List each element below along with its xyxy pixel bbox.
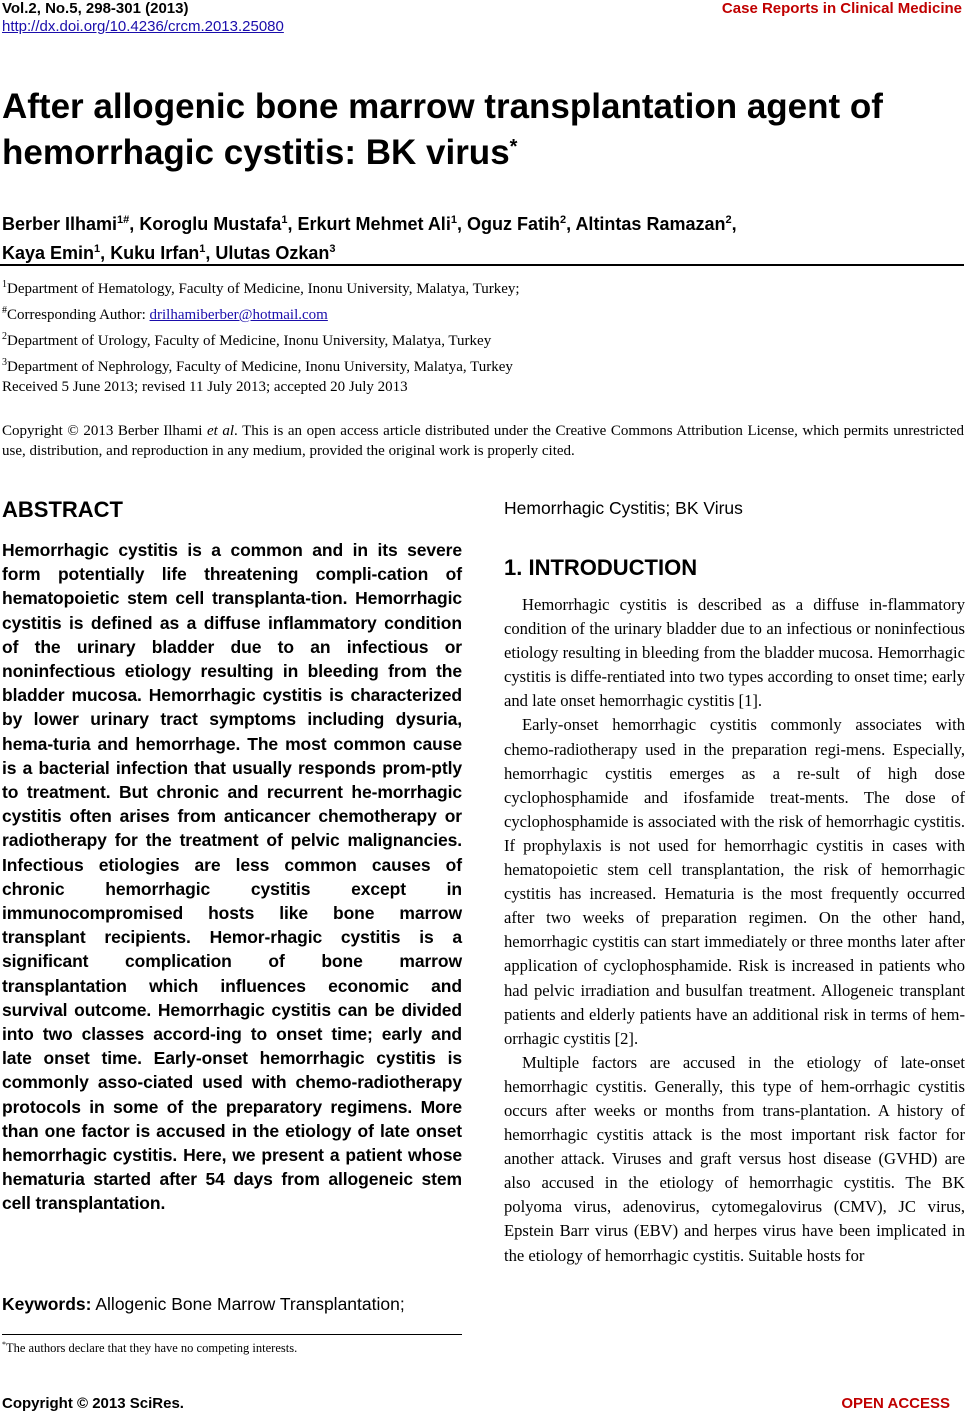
author: Ulutas Ozkan$^3$ [215, 243, 336, 263]
introduction-body [504, 593, 965, 1268]
author: Oguz Fatih$^2$, [466, 214, 576, 234]
footer-copyright: Copyright © 2013 SciRes. [2, 1395, 184, 1412]
abstract-text: Hemorrhagic cystitis is a common and in its severe form potentially life threatening compli-cation of hematopoietic stem cell transplanta-tion. Hemorrhagic cystitis is defined as a diffuse inflammatory condition of the urinary bladder due to an infectious or noninfectious etiology resulting in bleeding from the bladder mucosa. Hemorrhagic cystitis is characterized by lower urinary tract symptoms including dysuria, hema-turia and hemorrhage. The most common cause is a bacterial infection that usually responds prom-ptly to treatment. But chronic and recurrent he-morrhagic cystitis often arises from anticancer chemotherapy or radiotherapy for the treatment of pelvic malignancies. Infectious etiologies are less common causes of chronic hemorrhagic cystitis except in immunocompromised hosts like bone marrow transplant recipients. Hemor-rhagic cystitis is a significant complication of bone marrow transplantation which influences economic and survival outcome. Hemorrhagic cystitis can be divided into two classes accord-ing to onset time; early and late onset time. Early-onset hemorrhagic cystitis is commonly asso-ciated used with chemo-radiotherapy protocols in some of the preparatory regimens. More than one factor is accused in the etiology of late onset hemorrhagic cystitis. Here, we present a patient whose hematuria started after 54 days from allogeneic stem cell transplantation. [2, 540, 462, 1214]
author: Kaya Emin$^1$, [2, 243, 111, 263]
keywords-text: Allogenic Bone Marrow Transplantation; [95, 1294, 405, 1314]
author: Berber Ilhami$^{1\#}$, [2, 214, 140, 234]
author: Erkurt Mehmet Ali$^1$, [297, 214, 467, 234]
received-dates: Received 5 June 2013; revised 11 July 2013; accepted 20 July 2013 [2, 379, 408, 395]
footnote-divider [2, 1334, 462, 1335]
author: Altintas Ramazan$^2$, [575, 214, 737, 234]
author: Koroglu Mustafa$^1$, [139, 214, 298, 234]
affiliations [2, 274, 942, 378]
keywords [2, 1292, 462, 1316]
paragraph: Multiple factors are accused in the etiology of late-onset hemorrhagic cystitis. Generally, this type of hem-orrhagic cystitis occurs after weeks or months from trans-plantation. A history of hemorrhagic cystitis attack is the most important risk factor for another attack. Viruses and graft versus host disease (GVHD) are also accused in the etiology of hemorrhagic cystitis. The BK polyoma virus, adenovirus, cytomegalovirus (CMV), JC virus, Epstein Barr virus (EBV) and herpes virus have been implicated in the etiology of hemorrhagic cystitis. Suitable hosts for [504, 1052, 965, 1265]
article-title [2, 84, 962, 176]
affiliation-3: $^3$Department of Nephrology, Faculty of Medicine, Inonu University, Malatya, Turkey [2, 357, 513, 375]
introduction-heading: 1. INTRODUCTION [504, 555, 698, 580]
title-text: After allogenic bone marrow transplantation agent of hemorrhagic cystitis: BK virus [2, 87, 883, 172]
corresponding-author: #Corresponding Author: drilhamiberber@hotmail.com [2, 305, 328, 323]
paragraph: Early-onset hemorrhagic cystitis commonly associates with chemo-radiotherapy used in the preparation regi-mens. Especially, hemorrhagic cystitis emerges as a re-sult of high dose cyclophosphamide and ifosfamide treat-ments. The dose of cyclophosphamide is associated with the risk of hemorrhagic cystitis. If prophylaxis is not used for hemorrhagic cystitis in cases with hematopoietic stem cell transplantation, the risk of hemorrhagic cystitis has increased. Hematuria is the most frequently occurred after two weeks of preparation regimen. On the other hand, hemorrhagic cystitis can start immediately or three months later after application of cyclophosphamide. Risk is increased in patients who had pelvic irradiation and busulfan treatment. Allogeneic transplant patients and elderly patients have an additional risk in terms of hem-orrhagic cystitis [2]. [504, 715, 965, 1048]
paragraph: Hemorrhagic cystitis is described as a diffuse in-flammatory condition of the urinary bladder due to an infectious or noninfectious etiology resulting in bleeding from the bladder mucosa. Hemorrhagic cystitis is diffe-rentiated into two types according to onset time; early and late onset hemorrhagic cystitis [1]. [504, 595, 965, 711]
keywords-label: Keywords: [2, 1294, 92, 1314]
affiliation-1: $^1$Department of Hematology, Faculty of Medicine, Inonu University, Malatya, Turkey; [2, 279, 520, 297]
author-list [2, 208, 962, 266]
abstract-heading: ABSTRACT [2, 497, 123, 522]
author: Kuku Irfan$^1$, [110, 243, 216, 263]
corresponding-email-link[interactable]: drilhamiberber@hotmail.com [149, 307, 328, 323]
affiliation-2: $^2$Department of Urology, Faculty of Medicine, Inonu University, Malatya, Turkey [2, 331, 492, 349]
footnote: *The authors declare that they have no competing interests. [2, 1340, 298, 1356]
keywords-continuation: Hemorrhagic Cystitis; BK Virus [504, 498, 743, 518]
title-footnote-mark: * [509, 136, 518, 158]
doi-link[interactable]: http://dx.doi.org/10.4236/crcm.2013.25080 [2, 18, 284, 35]
header-divider [0, 264, 964, 266]
footer-open-access: OPEN ACCESS [841, 1395, 950, 1412]
journal-volume: Vol.2, No.5, 298-301 (2013) [2, 0, 189, 17]
copyright-notice: Copyright © 2013 Berber Ilhami et al. This is an open access article distributed under the Creative Commons Attribution License, which permits unrestricted use, distribution, and reproduction in any medium, provided the original work is properly cited. [2, 423, 964, 459]
journal-name: Case Reports in Clinical Medicine [721, 0, 962, 17]
